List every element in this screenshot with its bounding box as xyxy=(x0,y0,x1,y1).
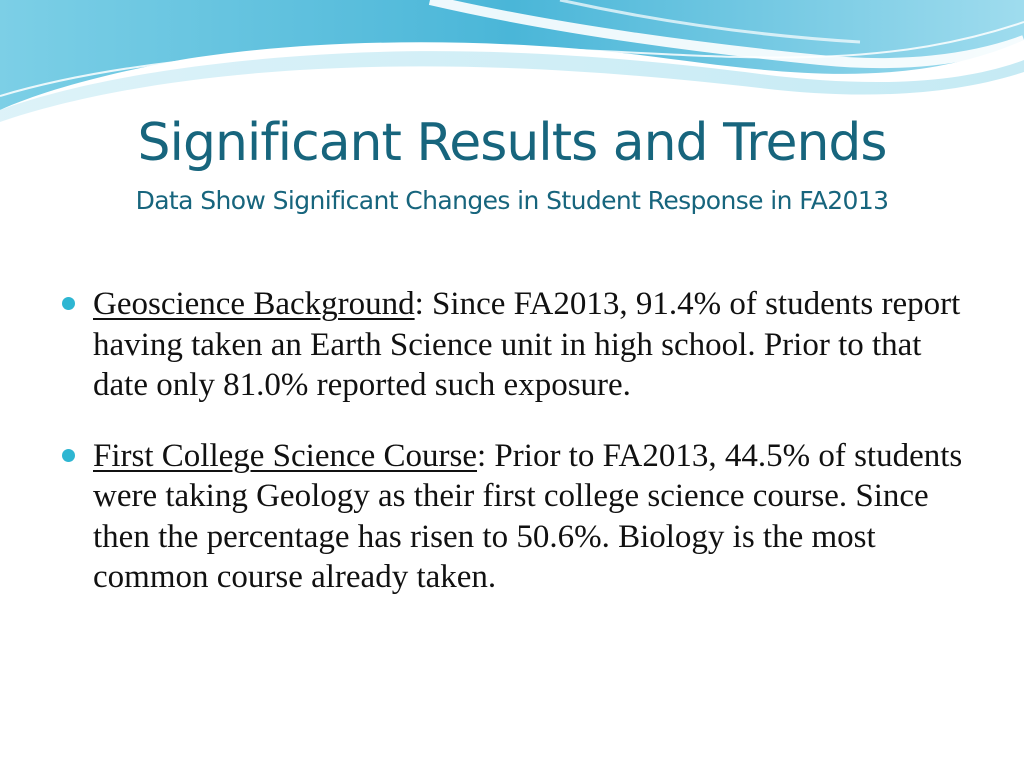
bullet-text: : Since FA2013, 91.4% of students report having taken an Earth Science unit in high school. Prior to that date only 81.0% reported such exposure. xyxy=(93,286,961,403)
bullet-item-geoscience-background xyxy=(60,284,980,406)
bullet-heading: Geoscience Background xyxy=(93,286,415,322)
title-block xyxy=(0,108,1024,218)
bullet-item-first-college-science-course xyxy=(60,436,980,598)
bullet-text: : Prior to FA2013, 44.5% of students were taking Geology as their first college science course. Since then the percentage has risen to 50.6%. Biology is the most common course already taken. xyxy=(93,437,963,595)
bullet-dot-icon xyxy=(62,449,75,462)
slide-title: Significant Results and Trends xyxy=(137,113,887,173)
bullet-dot-icon xyxy=(62,297,75,310)
bullet-heading: First College Science Course xyxy=(93,437,478,474)
slide-subtitle: Data Show Significant Changes in Student Response in FA2013 xyxy=(135,186,889,215)
bullet-list xyxy=(60,284,980,628)
